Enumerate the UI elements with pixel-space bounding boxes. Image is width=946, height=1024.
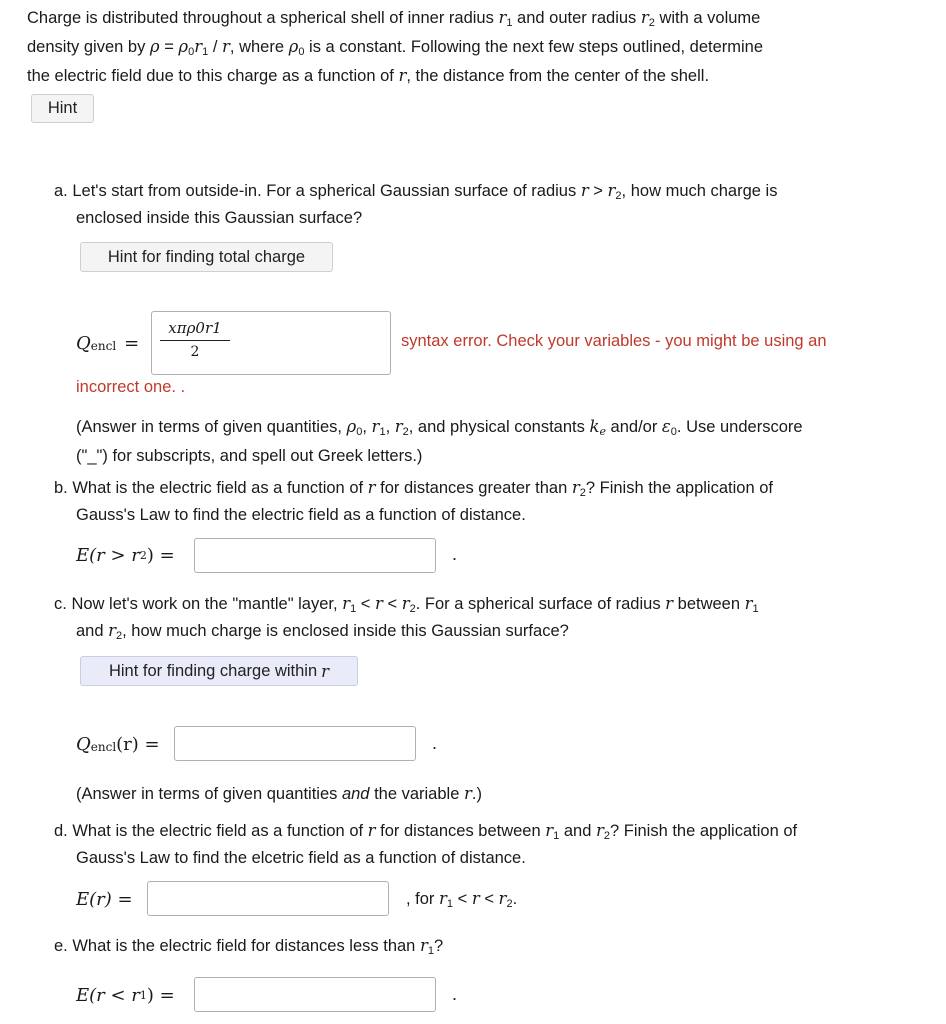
- e-inside-input[interactable]: [194, 977, 436, 1012]
- e-outside-input[interactable]: [194, 538, 436, 573]
- e-mantle-input[interactable]: [147, 881, 389, 916]
- q-encl-r-input[interactable]: [174, 726, 416, 761]
- q-encl-r-label: Q encl (r) =: [76, 733, 160, 755]
- error-message: syntax error. Check your variables - you might be using an: [401, 332, 827, 350]
- part-e-question: e. What is the electric field for distances less than $r_1$?: [54, 936, 444, 957]
- e-inside-label: E(r < r 1 ) =: [76, 984, 175, 1006]
- q-encl-answer-input[interactable]: xπρ0r1 2: [151, 311, 391, 375]
- e-outside-label: E(r > r 2 ) =: [76, 544, 175, 566]
- part-a-question: a. Let's start from outside-in. For a spherical Gaussian surface of radius $r > r_2$, how much charge is enclosed inside this Gaussian surface?: [54, 181, 778, 227]
- error-message-continued: incorrect one. .: [76, 378, 186, 396]
- hint-charge-within-r-button[interactable]: Hint for finding charge within r: [80, 656, 358, 686]
- part-c-question: c. Now let's work on the "mantle" layer, $r_1 < r < r_2$. For a spherical surface of radius r between $r_1$ and $r_2$, how much charge is enclosed inside this Gaussian surface?: [54, 594, 759, 642]
- part-b-question: b. What is the electric field as a function of r for distances greater than $r_2$? Finish the application of Gauss's Law to find the electric field as a function of distance.: [54, 478, 773, 524]
- part-c-note: (Answer in terms of given quantities and the variable r.): [76, 784, 482, 803]
- q-encl-label: Q encl =: [76, 332, 140, 354]
- e-mantle-label: E(r) =: [76, 888, 133, 910]
- hint-button[interactable]: Hint: [31, 94, 94, 123]
- period: .: [432, 733, 438, 753]
- e-mantle-condition: , for $r_1 < r < r_2$.: [406, 889, 518, 910]
- part-a-note: (Answer in terms of given quantities, $\rho_0$, $r_1$, $r_2$, and physical constants $k_e$ and/or $\varepsilon_0$. Use underscore ("_") for subscripts, and spell out Greek letters.): [76, 417, 803, 465]
- problem-statement: Charge is distributed throughout a spherical shell of inner radius $r_1$ and outer radius $r_2$ with a volume density given by $\rho = \rho_0r_1 / r$, where $\rho_0$ is a constant. Following the next few steps outlined, determine the electric field due to this charge as a function of r, the distance from the center of the shell.: [27, 8, 764, 85]
- hint-total-charge-button[interactable]: Hint for finding total charge: [80, 242, 333, 272]
- part-d-question: d. What is the electric field as a function of r for distances between $r_1$ and $r_2$? Finish the application of Gauss's Law to find the elcetric field as a function of distance.: [54, 821, 798, 867]
- period: .: [452, 984, 458, 1004]
- period: .: [452, 544, 458, 564]
